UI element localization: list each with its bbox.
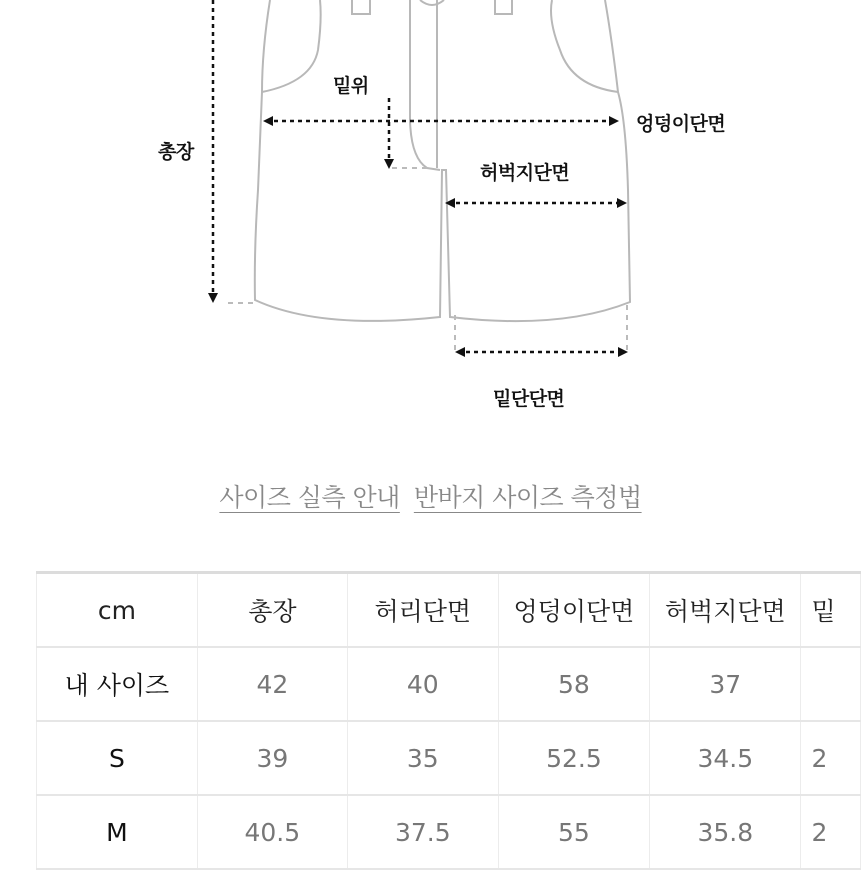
measuring-method-link[interactable]: 반바지 사이즈 측정법 xyxy=(413,483,642,512)
header-thigh: 허벅지단면 xyxy=(650,573,801,648)
cell: 2 xyxy=(801,795,861,869)
table-row xyxy=(37,721,861,795)
cell: 37 xyxy=(650,647,801,721)
actual-size-guide-link[interactable]: 사이즈 실측 안내 xyxy=(219,483,400,512)
header-hip: 엉덩이단면 xyxy=(498,573,649,648)
hem-label: 밑단단면 xyxy=(493,388,565,410)
size-guide-links xyxy=(0,478,861,514)
rise-label: 밑위 xyxy=(333,75,369,97)
header-waist: 허리단면 xyxy=(347,573,498,648)
header-unit: cm xyxy=(37,573,198,648)
cell: 37.5 xyxy=(347,795,498,869)
header-total-length: 총장 xyxy=(197,573,347,648)
size-table xyxy=(36,571,861,870)
table-row xyxy=(37,647,861,721)
cell: 2 xyxy=(801,721,861,795)
cell: 58 xyxy=(498,647,649,721)
total-length-label: 총장 xyxy=(158,141,194,163)
cell: 52.5 xyxy=(498,721,649,795)
shorts-outline xyxy=(255,0,630,321)
cell: 35.8 xyxy=(650,795,801,869)
dashed-guides xyxy=(228,168,627,352)
cell: 34.5 xyxy=(650,721,801,795)
cell xyxy=(801,647,861,721)
header-hem: 밑 xyxy=(801,573,861,648)
cell: 42 xyxy=(197,647,347,721)
row-label: M xyxy=(37,795,198,869)
table-row xyxy=(37,795,861,869)
row-label: 내 사이즈 xyxy=(37,647,198,721)
cell: 55 xyxy=(498,795,649,869)
table-header-row xyxy=(37,573,861,648)
cell: 40.5 xyxy=(197,795,347,869)
cell: 35 xyxy=(347,721,498,795)
row-label: S xyxy=(37,721,198,795)
hip-label: 엉덩이단면 xyxy=(636,113,726,135)
cell: 39 xyxy=(197,721,347,795)
cell: 40 xyxy=(347,647,498,721)
thigh-label: 허벅지단면 xyxy=(480,162,570,184)
